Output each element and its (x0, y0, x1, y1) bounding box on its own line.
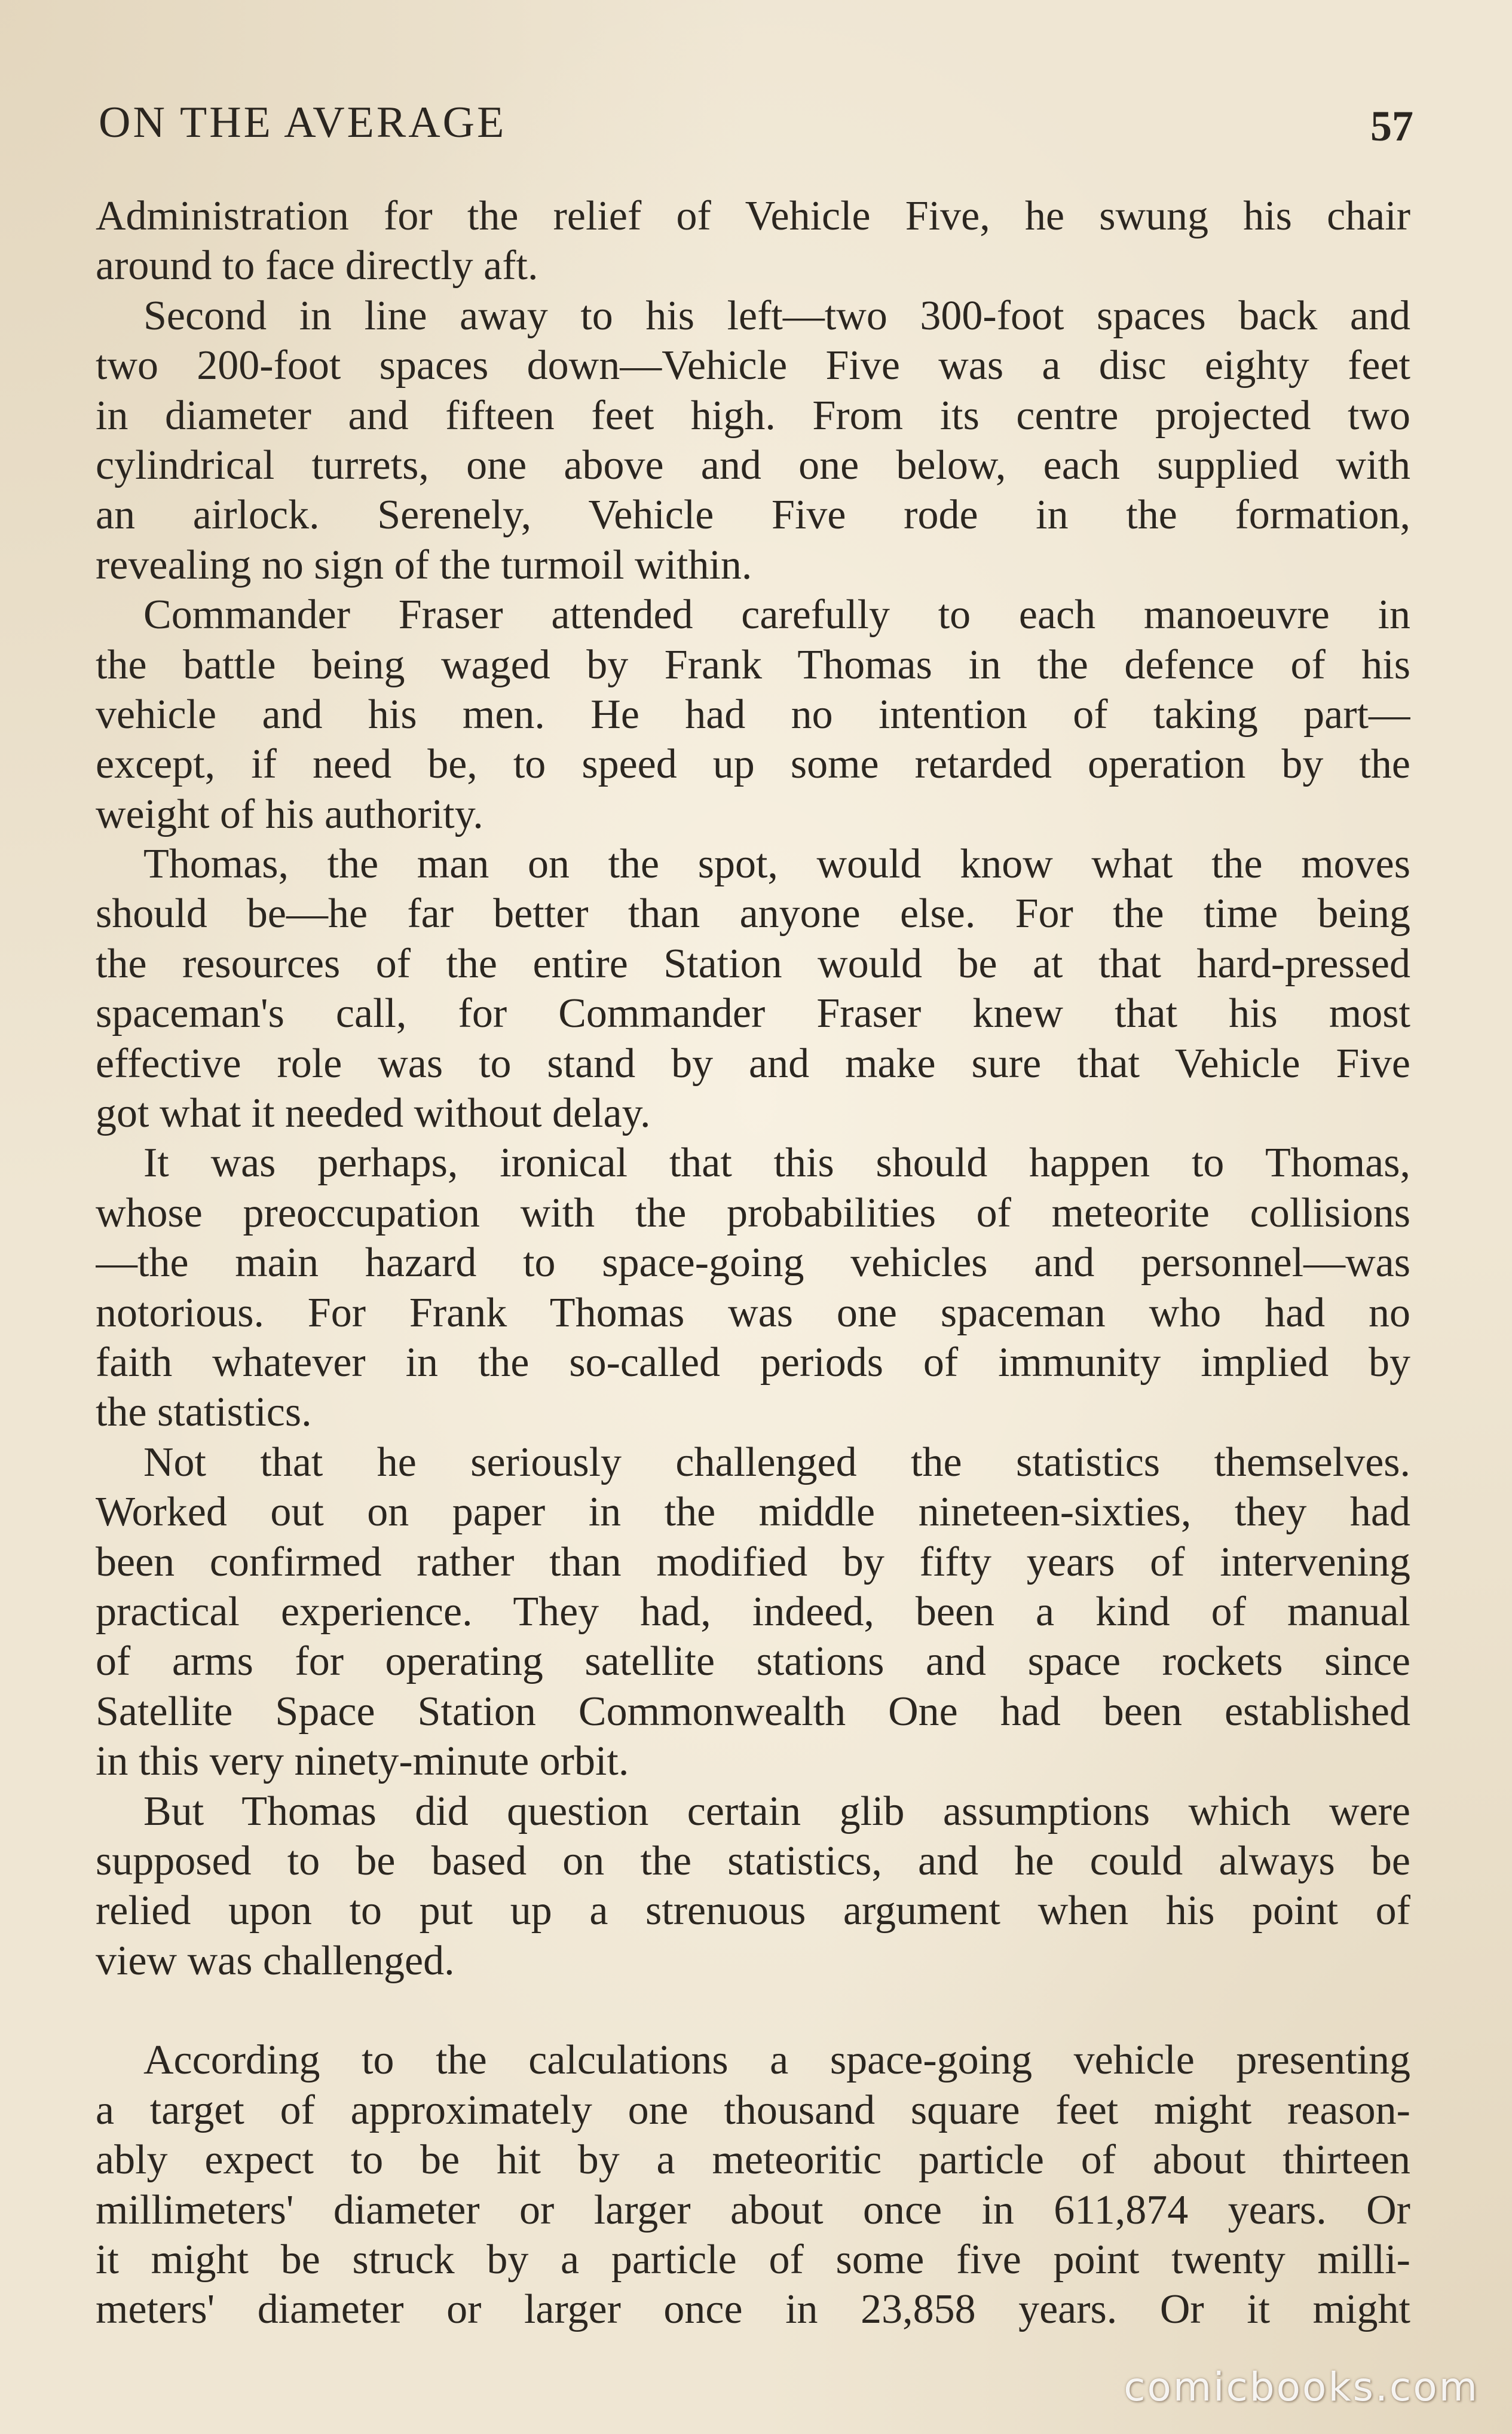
text-line: the statistics. (96, 1389, 312, 1436)
text-line: two 200-foot spaces down—Vehicle Five was a disc eighty feet (96, 343, 1410, 389)
paragraph-first-line: Not that he seriously challenged the statistics themselves. (143, 1439, 1410, 1485)
watermark-logo: comicbooks.com (1124, 2364, 1479, 2410)
running-title: ON THE AVERAGE (99, 98, 507, 147)
text-line: the battle being waged by Frank Thomas in the defence of his (96, 641, 1410, 688)
text-line: around to face directly aft. (96, 243, 538, 289)
paragraph-first-line: Commander Fraser attended carefully to each manoeuvre in (143, 592, 1410, 638)
text-line: Worked out on paper in the middle nineteen-sixties, they had (96, 1489, 1410, 1536)
paragraph-first-line: Second in line away to his left—two 300-foot spaces back and (143, 292, 1410, 339)
text-line: revealing no sign of the turmoil within. (96, 542, 752, 588)
text-line: —the main hazard to space-going vehicles and personnel—was (96, 1240, 1410, 1286)
text-line: millimeters' diameter or larger about once in 611,874 years. Or (96, 2187, 1410, 2233)
text-line: in diameter and fifteen feet high. From its centre projected two (96, 392, 1410, 439)
text-line: supposed to be based on the statistics, and he could always be (96, 1837, 1410, 1884)
text-line: except, if need be, to speed up some retarded operation by the (96, 741, 1410, 788)
running-head (99, 90, 1413, 155)
text-line: cylindrical turrets, one above and one below, each supplied with (96, 442, 1410, 488)
text-line: practical experience. They had, indeed, been a kind of manual (96, 1588, 1410, 1635)
paragraph-first-line: According to the calculations a space-going vehicle presenting (143, 2037, 1410, 2084)
text-line: Administration for the relief of Vehicle Five, he swung his chair (96, 193, 1410, 239)
text-line: got what it needed without delay. (96, 1090, 651, 1137)
text-line: spaceman's call, for Commander Fraser knew that his most (96, 990, 1410, 1037)
text-line: it might be struck by a particle of some five point twenty milli- (96, 2237, 1410, 2283)
text-line: been confirmed rather than modified by fifty years of intervening (96, 1539, 1410, 1585)
page-number: 57 (1370, 102, 1413, 150)
text-line: ably expect to be hit by a meteoritic particle of about thirteen (96, 2137, 1410, 2184)
section-break (96, 1986, 1410, 2035)
text-line: whose preoccupation with the probabilities of meteorite collisions (96, 1190, 1410, 1236)
text-line: relied upon to put up a strenuous argument when his point of (96, 1888, 1410, 1934)
body-text (96, 191, 1410, 2335)
text-line: should be—he far better than anyone else. For the time being (96, 891, 1410, 937)
text-line: notorious. For Frank Thomas was one spaceman who had no (96, 1289, 1410, 1336)
text-line: vehicle and his men. He had no intention of taking part— (96, 691, 1410, 738)
text-line: Satellite Space Station Commonwealth One had been established (96, 1688, 1410, 1735)
paragraph-first-line: It was perhaps, ironical that this should happen to Thomas, (143, 1140, 1410, 1187)
paragraph-first-line: Thomas, the man on the spot, would know what the moves (143, 841, 1410, 888)
text-line: the resources of the entire Station would be at that hard-pressed (96, 940, 1410, 987)
text-line: weight of his authority. (96, 791, 483, 837)
text-line: faith whatever in the so-called periods of immunity implied by (96, 1339, 1410, 1386)
text-line: effective role was to stand by and make sure that Vehicle Five (96, 1040, 1410, 1087)
text-line: an airlock. Serenely, Vehicle Five rode in the formation, (96, 492, 1410, 539)
paragraph-first-line: But Thomas did question certain glib assumptions which were (143, 1788, 1410, 1834)
text-line: meters' diameter or larger once in 23,858 years. Or it might (96, 2286, 1410, 2333)
text-line: a target of approximately one thousand square feet might reason- (96, 2087, 1410, 2133)
text-line: view was challenged. (96, 1937, 455, 1984)
text-line: in this very ninety-minute orbit. (96, 1738, 629, 1785)
text-line: of arms for operating satellite stations and space rockets since (96, 1638, 1410, 1685)
